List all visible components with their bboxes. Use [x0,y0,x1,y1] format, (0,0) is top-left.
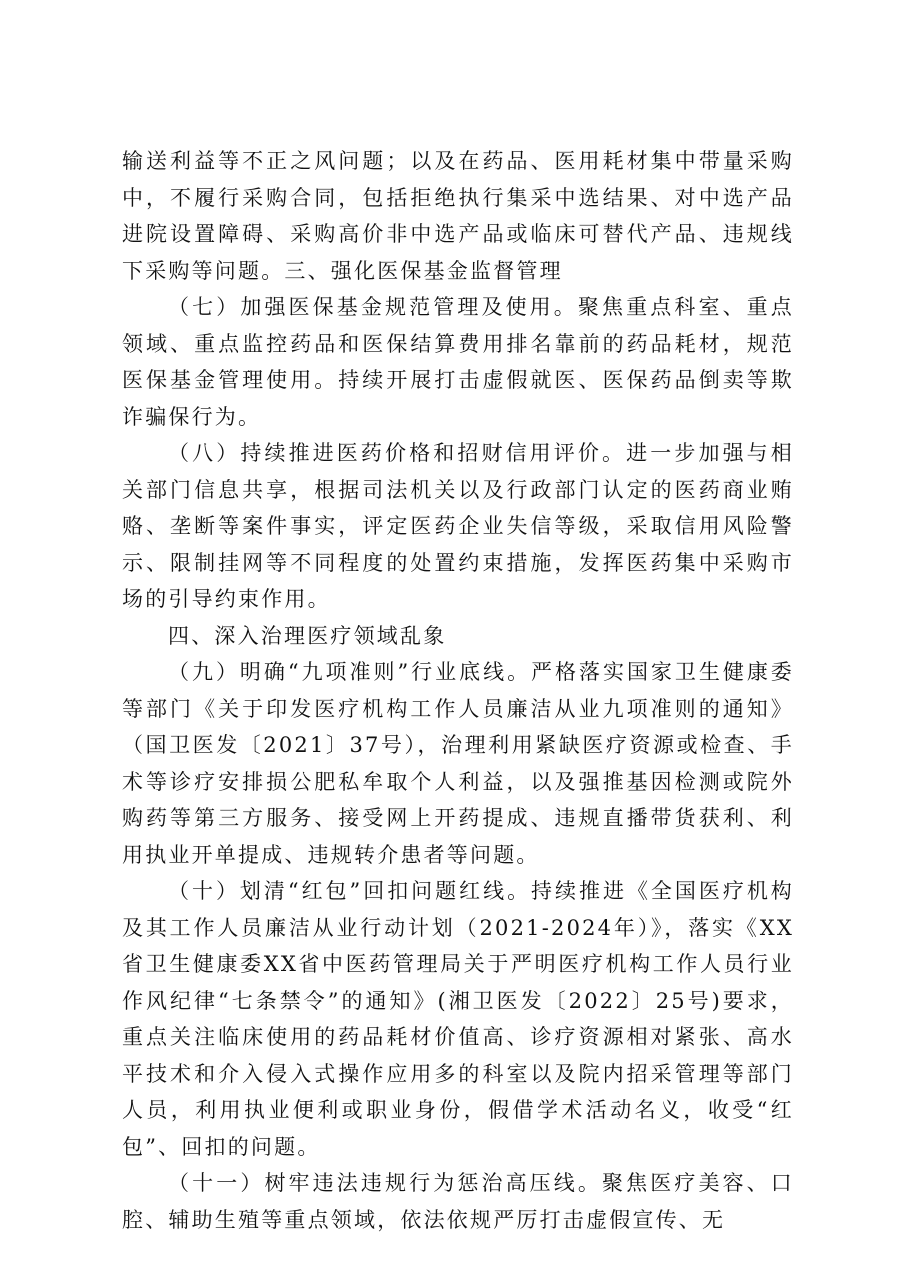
paragraph-item-8: （八）持续推进医药价格和招财信用评价。进一步加强与相关部门信息共享，根据司法机关以及行政部门认定的医药商业贿赂、垄断等案件事实，评定医药企业失信等级，采取信用风险警示、限制挂网等不同程度的处置约束措施，发挥医药集中采购市场的引导约束作用。 [122,441,794,611]
paragraph-item-11: （十一）树牢违法违规行为惩治高压线。聚焦医疗美容、口腔、辅助生殖等重点领域，依法依规严厉打击虚假宣传、无 [122,1171,794,1232]
paragraph-item-7: （七）加强医保基金规范管理及使用。聚焦重点科室、重点领域、重点监控药品和医保结算费用排名靠前的药品耗材，规范医保基金管理使用。持续开展打击虚假就医、医保药品倒卖等欺诈骗保行为。 [122,295,794,429]
paragraph-item-9: （九）明确“九项准则”行业底线。严格落实国家卫生健康委等部门《关于印发医疗机构工作人员廉洁从业九项准则的通知》（国卫医发〔2021〕37号），治理利用紧缺医疗资源或检查、手术等诊疗安排损公肥私牟取个人利益，以及强推基因检测或院外购药等第三方服务、接受网上开药提成、违规直播带货获利、利用执业开单提成、违规转介患者等问题。 [122,660,794,867]
paragraph-continuation: 输送利益等不正之风问题；以及在药品、医用耗材集中带量采购中，不履行采购合同，包括拒绝执行集采中选结果、对中选产品进院设置障碍、采购高价非中选产品或临床可替代产品、违规线下采购等问题。三、强化医保基金监督管理 [122,149,794,283]
paragraph-item-10: （十）划清“红包”回扣问题红线。持续推进《全国医疗机构及其工作人员廉洁从业行动计划（2021-2024年）》，落实《XX省卫生健康委XX省中医药管理局关于严明医疗机构工作人员行业作风纪律“七条禁令”的通知》(湘卫医发〔2022〕25号)要求，重点关注临床使用的药品耗材价值高、诊疗资源相对紧张、高水平技术和介入侵入式操作应用多的科室以及院内招采管理等部门人员，利用执业便利或职业身份，假借学术活动名义，收受“红包”、回扣的问题。 [122,879,794,1159]
document-body [122,143,794,1238]
section-heading-4: 四、深入治理医疗领域乱象 [168,623,447,648]
